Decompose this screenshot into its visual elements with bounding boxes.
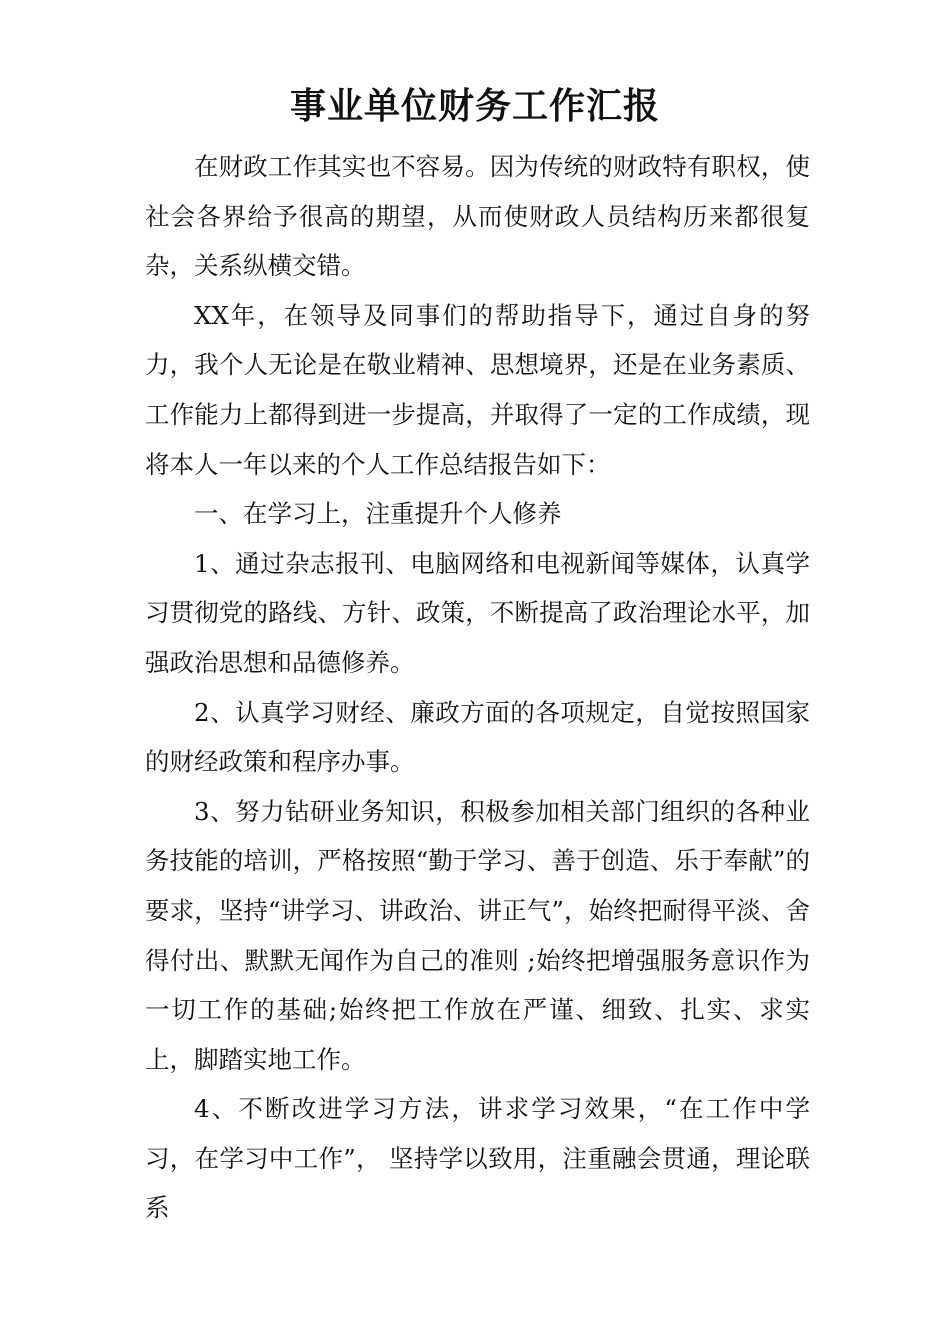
document-title: 事业单位财务工作汇报 [289,86,660,127]
paragraph-intro: 在财政工作其实也不容易。因为传统的财政特有职权，使社会各界给予很高的期望，从而使财政人员结构历来都很复杂，关系纵横交错。 [145,152,810,281]
paragraph-item-1: 1、通过杂志报刊、电脑网络和电视新闻等媒体，认真学习贯彻党的路线、方针、政策，不断提高了政治理论水平，加强政治思想和品德修养。 [145,548,810,677]
paragraph-item-3: 3、努力钻研业务知识，积极参加相关部门组织的各种业务技能的培训，严格按照“勤于学习、善于创造、乐于奉献”的要求，坚持“讲学习、讲政治、讲正气”，始终把耐得平淡、舍得付出、默默无闻作为自己的准则 ;始终把增强服务意识作为一切工作的基础;始终把工作放在严谨、细致、扎实、求实上，脚踏实地工作。 [145,796,810,1074]
paragraph-item-4: 4、不断改进学习方法，讲求学习效果，“在工作中学习，在学习中工作”， 坚持学以致用，注重融会贯通，理论联系 [145,1094,810,1223]
paragraph-summary: XX年，在领导及同事们的帮助指导下，通过自身的努力，我个人无论是在敬业精神、思想境界，还是在业务素质、工作能力上都得到进一步提高，并取得了一定的工作成绩，现将本人一年以来的个人工作总结报告如下： [145,300,810,479]
document-body [145,142,810,1233]
paragraph-item-2: 2、认真学习财经、廉政方面的各项规定，自觉按照国家的财经政策和程序办事。 [145,697,810,777]
section-heading-study: 一、在学习上，注重提升个人修养 [194,499,562,529]
